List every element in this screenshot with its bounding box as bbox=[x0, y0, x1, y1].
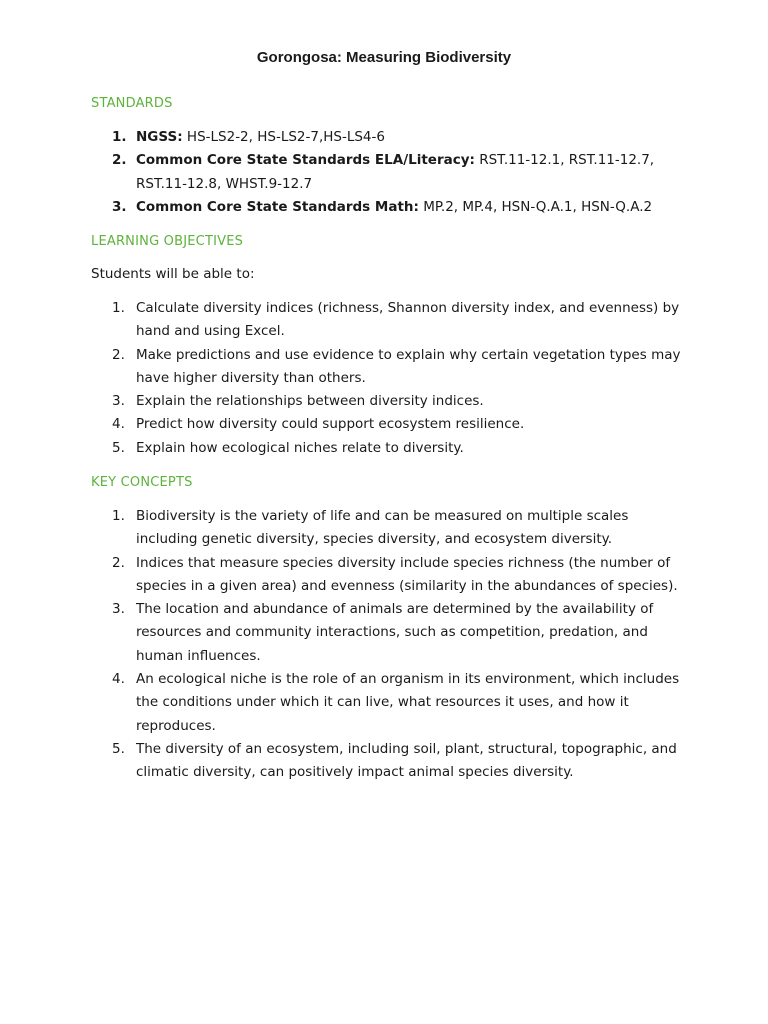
objectives-intro: Students will be able to: bbox=[91, 266, 255, 282]
concept-number: 2. bbox=[112, 554, 125, 571]
standard-codes: HS-LS2-2, HS-LS2-7,HS-LS4-6 bbox=[182, 129, 385, 145]
standard-item bbox=[112, 149, 681, 196]
standard-label: NGSS: bbox=[136, 129, 183, 145]
objective-text: Calculate diversity indices (richness, Shannon diversity index, and evenness) by hand and using Excel. bbox=[136, 300, 680, 340]
objective-number: 4. bbox=[112, 416, 125, 433]
objective-item bbox=[112, 437, 681, 460]
concept-item bbox=[112, 598, 681, 668]
concept-text: Biodiversity is the variety of life and can be measured on multiple scales including genetic diversity, species diversity, and ecosystem diversity. bbox=[136, 508, 629, 548]
standard-item bbox=[112, 126, 681, 149]
objectives-heading: LEARNING OBJECTIVES bbox=[91, 234, 244, 249]
standard-item bbox=[112, 196, 681, 219]
objective-number: 3. bbox=[112, 393, 125, 410]
objective-item bbox=[112, 390, 681, 413]
objective-text: Predict how diversity could support ecosystem resilience. bbox=[136, 416, 525, 433]
objective-item bbox=[112, 413, 681, 436]
concept-number: 4. bbox=[112, 671, 125, 688]
concept-number: 3. bbox=[112, 601, 125, 618]
objective-number: 1. bbox=[112, 300, 125, 316]
concept-number: 5. bbox=[112, 740, 125, 757]
standard-label: Common Core State Standards Math: bbox=[136, 198, 419, 215]
concepts-heading: KEY CONCEPTS bbox=[91, 475, 193, 490]
concept-item bbox=[112, 738, 681, 785]
standards-heading: STANDARDS bbox=[91, 96, 173, 111]
objective-number: 5. bbox=[112, 439, 125, 456]
standard-codes: MP.2, MP.4, HSN-Q.A.1, HSN-Q.A.2 bbox=[418, 198, 653, 215]
concept-item bbox=[112, 668, 681, 738]
objective-text: Make predictions and use evidence to explain why certain vegetation types may have higher diversity than others. bbox=[136, 346, 681, 386]
concept-item bbox=[112, 505, 681, 552]
concept-text: An ecological niche is the role of an organism in its environment, which includes the conditions under which it can live, what resources it uses, and how it reproduces. bbox=[136, 671, 680, 734]
concept-text: Indices that measure species diversity include species richness (the number of species in a given area) and evenness (similarity in the abundances of species). bbox=[136, 554, 678, 594]
concept-number: 1. bbox=[112, 508, 125, 524]
standards-list bbox=[112, 126, 681, 219]
standard-codes: RST.11-12.1, RST.11-12.7, RST.11-12.8, WHST.9-12.7 bbox=[136, 152, 655, 192]
standard-number: 3. bbox=[112, 198, 127, 215]
standard-label: Common Core State Standards ELA/Literacy: bbox=[136, 152, 475, 169]
concepts-list bbox=[112, 505, 681, 785]
objective-item bbox=[112, 297, 681, 344]
standard-number: 1. bbox=[112, 129, 127, 145]
concept-text: The diversity of an ecosystem, including soil, plant, structural, topographic, and climatic diversity, can positively impact animal species diversity. bbox=[136, 740, 677, 781]
objective-number: 2. bbox=[112, 346, 125, 363]
objective-item bbox=[112, 344, 681, 391]
objectives-list bbox=[112, 297, 681, 460]
concept-item bbox=[112, 552, 681, 599]
concept-text: The location and abundance of animals are determined by the availability of resources and community interactions, such as competition, predation, and human influences. bbox=[136, 601, 654, 664]
document-title: Gorongosa: Measuring Biodiversity bbox=[256, 49, 512, 66]
objective-text: Explain the relationships between diversity indices. bbox=[136, 393, 484, 410]
standard-number: 2. bbox=[112, 152, 127, 169]
objective-text: Explain how ecological niches relate to diversity. bbox=[136, 439, 464, 456]
